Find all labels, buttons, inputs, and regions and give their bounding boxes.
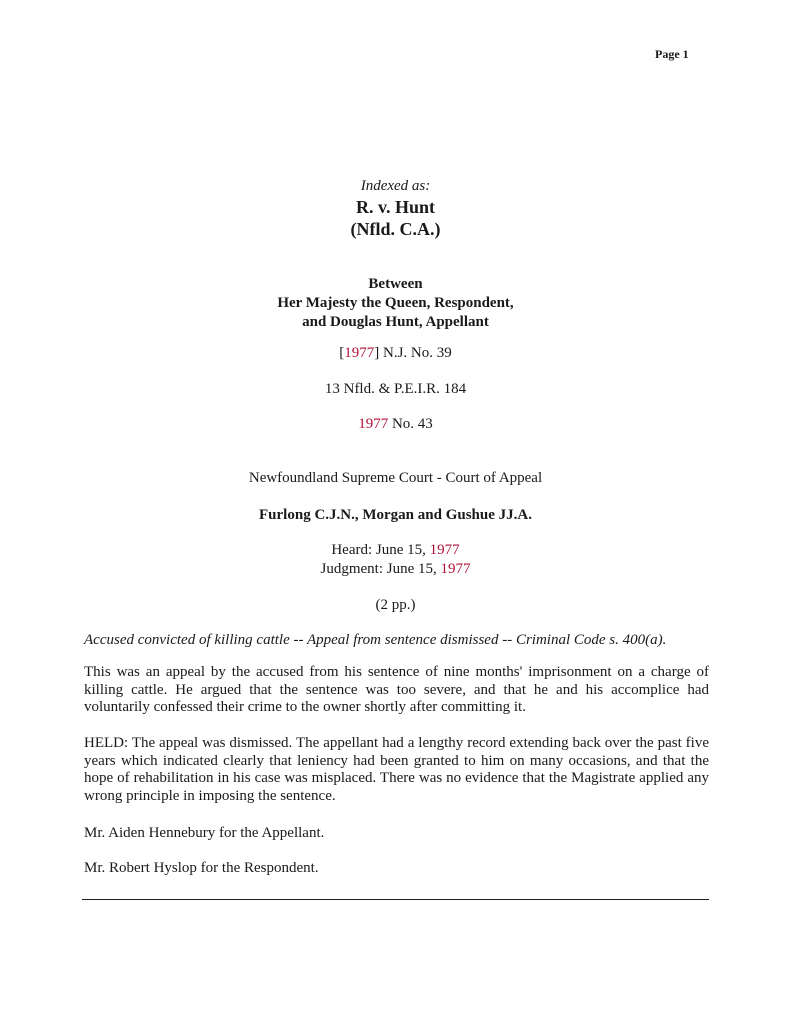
footer-divider (82, 899, 709, 900)
between-label: Between (368, 276, 423, 292)
heard-prefix: Heard: June 15, (331, 542, 430, 558)
judgment-year-link[interactable]: 1977 (440, 561, 471, 577)
citation-nj-rest: ] N.J. No. 39 (374, 345, 452, 361)
parties-block (0, 275, 791, 332)
citation-year-link[interactable]: 1977 (344, 345, 375, 361)
citation-number-rest: No. 43 (388, 416, 433, 432)
court-name: Newfoundland Supreme Court - Court of Appeal (248, 470, 543, 486)
citation-nfld: 13 Nfld. & P.E.I.R. 184 (324, 381, 467, 397)
judgment-prefix: Judgment: June 15, (320, 561, 441, 577)
counsel-appellant: Mr. Aiden Hennebury for the Appellant. (84, 825, 325, 841)
page-count: (2 pp.) (375, 597, 416, 613)
citation-year-link[interactable]: 1977 (358, 416, 389, 432)
page-number: Page 1 (655, 47, 689, 61)
heard-year-link[interactable]: 1977 (429, 542, 460, 558)
indexed-as-label: Indexed as: (360, 178, 431, 194)
appellant-party: and Douglas Hunt, Appellant (302, 314, 489, 330)
case-name: R. v. Hunt (355, 197, 436, 217)
judgment-date (0, 561, 791, 578)
citation-bracket-open: [ (339, 345, 345, 361)
judges: Furlong C.J.N., Morgan and Gushue JJ.A. (259, 507, 532, 523)
summary-paragraph: This was an appeal by the accused from his sentence of nine months' imprisonment on a charge of killing cattle. He argued that the sentence was too severe, and that he and his accomplice had voluntarily confessed their crime to the owner shortly after committing it. (84, 664, 709, 716)
respondent-party: Her Majesty the Queen, Respondent, (277, 295, 514, 311)
citation-nj (0, 345, 791, 362)
held-paragraph: HELD: The appeal was dismissed. The appellant had a lengthy record extending back over the past five years which indicated clearly that leniency had been granted to him on many occasions, and that the hope of rehabilitation in his case was misplaced. There was no evidence that the Magistrate applied any wrong principle in imposing the sentence. (84, 735, 709, 804)
court-abbreviation: (Nfld. C.A.) (350, 219, 441, 239)
counsel-respondent: Mr. Robert Hyslop for the Respondent. (84, 860, 319, 876)
heard-date (0, 542, 791, 559)
citation-number (0, 416, 791, 433)
catchwords: Accused convicted of killing cattle -- Appeal from sentence dismissed -- Criminal Code s. 400(a). (84, 632, 667, 648)
